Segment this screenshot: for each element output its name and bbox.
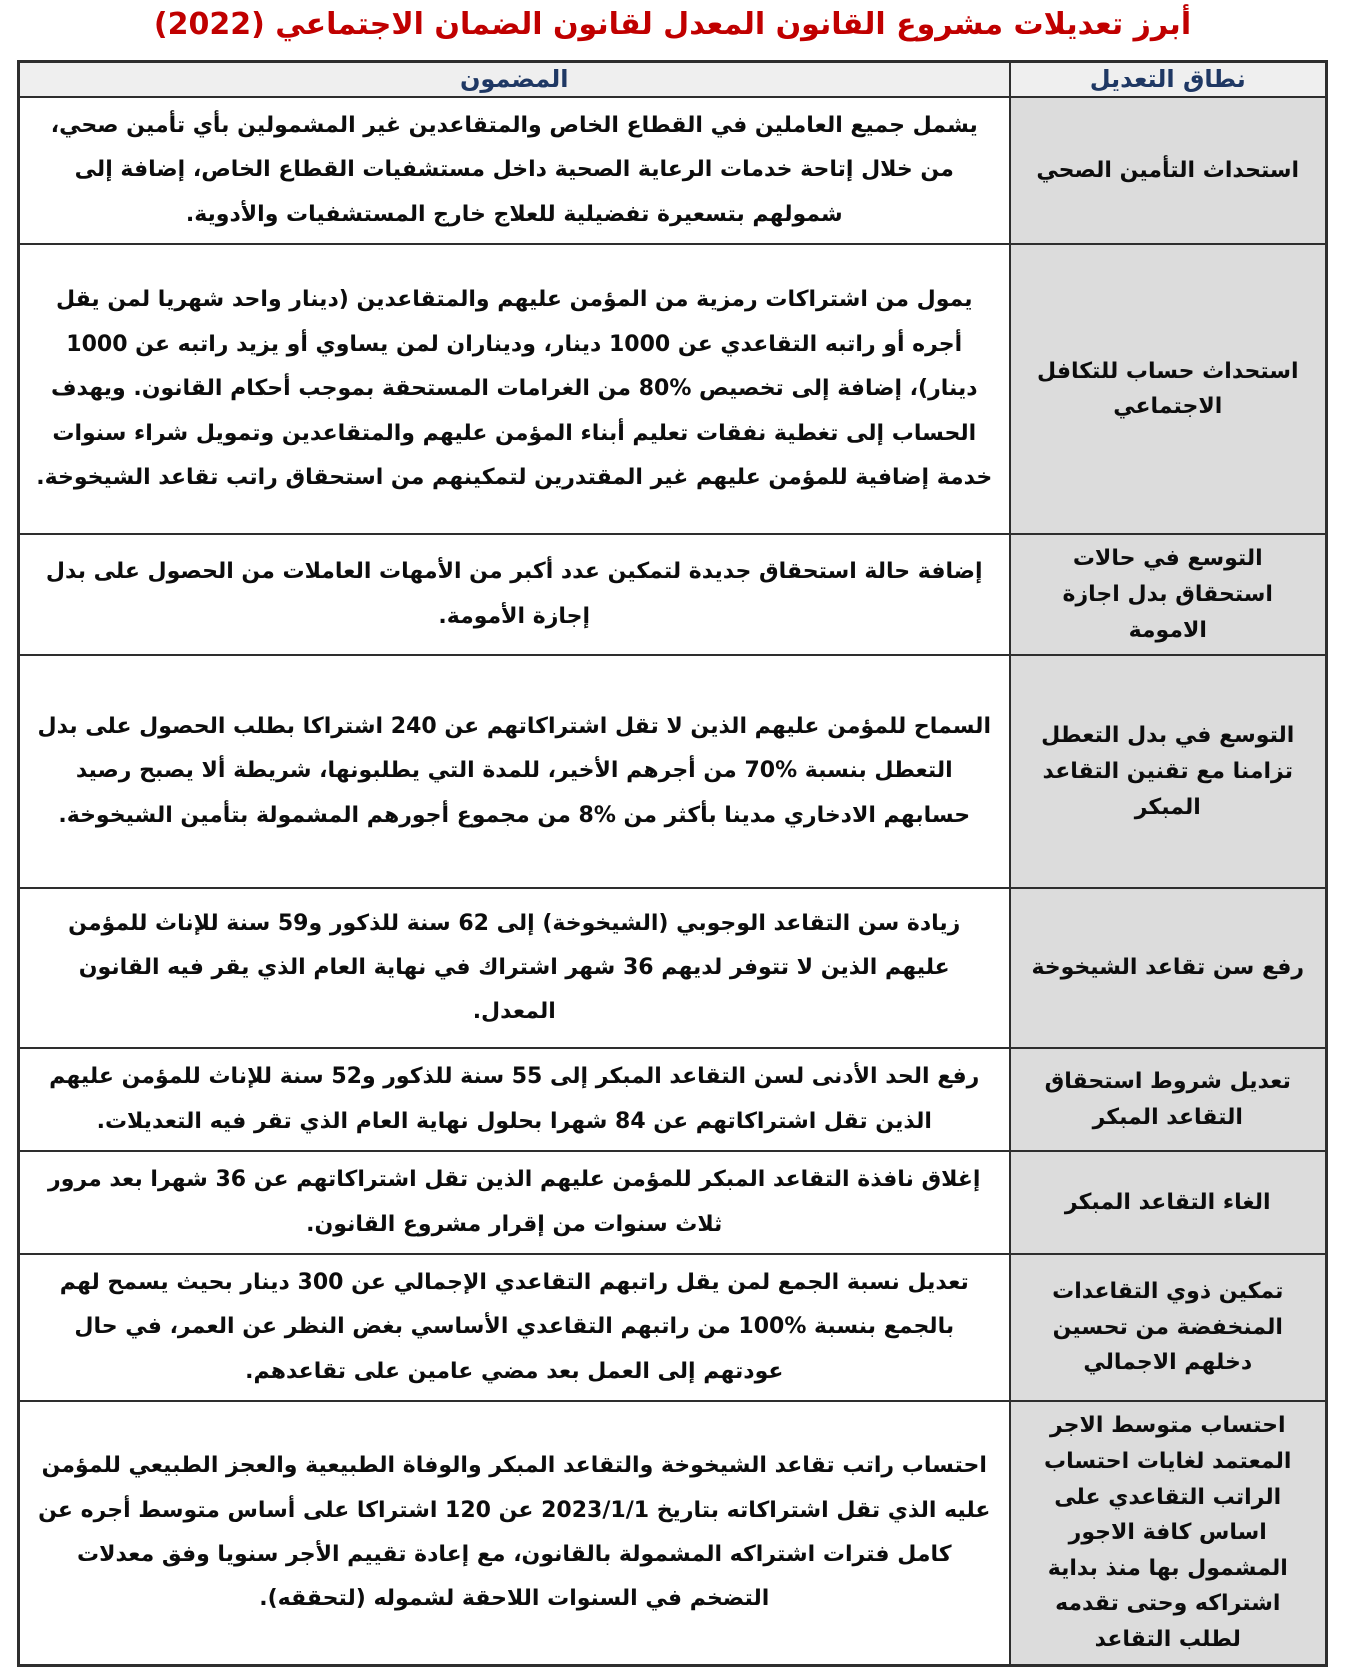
content-cell: تعديل نسبة الجمع لمن يقل راتبهم التقاعدي الإجمالي عن 300 دينار بحيث يسمح لهم بالجمع بنسبة %100 من راتبهم التقاعدي الأساسي بغض النظر عن العمر، في حال عودتهم إلى العمل بعد مضي عامين على تقاعدهم. bbox=[19, 1254, 1010, 1401]
content-cell: يشمل جميع العاملين في القطاع الخاص والمتقاعدين غير المشمولين بأي تأمين صحي، من خلال إتاحة خدمات الرعاية الصحية داخل مستشفيات القطاع الخاص، إضافة إلى شمولهم بتسعيرة تفضيلية للعلاج خارج المستشفيات والأدوية. bbox=[19, 97, 1010, 244]
content-cell: يمول من اشتراكات رمزية من المؤمن عليهم والمتقاعدين (دينار واحد شهريا لمن يقل أجره أو راتبه التقاعدي عن 1000 دينار، وديناران لمن يساوي أو يزيد راتبه عن 1000 دينار)، إضافة إلى تخصيص %80 من الغرامات المستحقة بموجب أحكام القانون. ويهدف الحساب إلى تغطية نفقات تعليم أبناء المؤمن عليهم والمتقاعدين وتمويل شراء سنوات خدمة إضافية للمؤمن عليهم غير المقتدرين لتمكينهم من استحقاق راتب تقاعد الشيخوخة. bbox=[19, 244, 1010, 534]
content-cell: إضافة حالة استحقاق جديدة لتمكين عدد أكبر من الأمهات العاملات من الحصول على بدل إجازة الأمومة. bbox=[19, 534, 1010, 655]
content-cell: زيادة سن التقاعد الوجوبي (الشيخوخة) إلى 62 سنة للذكور و59 سنة للإناث للمؤمن عليهم الذين لا تتوفر لديهم 36 شهر اشتراك في نهاية العام الذي يقر فيه القانون المعدل. bbox=[19, 888, 1010, 1048]
table-row bbox=[19, 888, 1327, 1048]
content-cell: السماح للمؤمن عليهم الذين لا تقل اشتراكاتهم عن 240 اشتراكا بطلب الحصول على بدل التعطل بنسبة %70 من أجرهم الأخير، للمدة التي يطلبونها، شريطة ألا يصبح رصيد حسابهم الادخاري مدينا بأكثر من %8 من مجموع أجورهم المشمولة بتأمين الشيخوخة. bbox=[19, 655, 1010, 888]
amendments-table bbox=[17, 60, 1328, 1667]
table-row bbox=[19, 534, 1327, 655]
table-row bbox=[19, 97, 1327, 244]
column-header-scope: نطاق التعديل bbox=[1010, 61, 1327, 97]
table-row bbox=[19, 1401, 1327, 1665]
header-row bbox=[19, 61, 1327, 97]
scope-cell: التوسع في بدل التعطل تزامنا مع تقنين التقاعد المبكر bbox=[1010, 655, 1327, 888]
table-row bbox=[19, 1048, 1327, 1151]
scope-cell: الغاء التقاعد المبكر bbox=[1010, 1151, 1327, 1254]
scope-cell: احتساب متوسط الاجر المعتمد لغايات احتساب الراتب التقاعدي على اساس كافة الاجور المشمول بها منذ بداية اشتراكه وحتى تقدمه لطلب التقاعد bbox=[1010, 1401, 1327, 1665]
scope-cell: استحداث حساب للتكافل الاجتماعي bbox=[1010, 244, 1327, 534]
content-cell: رفع الحد الأدنى لسن التقاعد المبكر إلى 55 سنة للذكور و52 سنة للإناث للمؤمن عليهم الذين تقل اشتراكاتهم عن 84 شهرا بحلول نهاية العام الذي تقر فيه التعديلات. bbox=[19, 1048, 1010, 1151]
table-row bbox=[19, 1254, 1327, 1401]
content-cell: احتساب راتب تقاعد الشيخوخة والتقاعد المبكر والوفاة الطبيعية والعجز الطبيعي للمؤمن عليه الذي تقل اشتراكاته بتاريخ 2023/1/1 عن 120 اشتراكا على أساس متوسط أجره عن كامل فترات اشتراكه المشمولة بالقانون، مع إعادة تقييم الأجر سنويا وفق معدلات التضخم في السنوات اللاحقة لشموله (لتحققه). bbox=[19, 1401, 1010, 1665]
table-row bbox=[19, 655, 1327, 888]
table-row bbox=[19, 244, 1327, 534]
scope-cell: تمكين ذوي التقاعدات المنخفضة من تحسين دخلهم الاجمالي bbox=[1010, 1254, 1327, 1401]
column-header-content: المضمون bbox=[19, 61, 1010, 97]
page-title: أبرز تعديلات مشروع القانون المعدل لقانون الضمان الاجتماعي (2022) bbox=[153, 7, 1192, 42]
scope-cell: التوسع في حالات استحقاق بدل اجازة الامومة bbox=[1010, 534, 1327, 655]
scope-cell: رفع سن تقاعد الشيخوخة bbox=[1010, 888, 1327, 1048]
content-cell: إغلاق نافذة التقاعد المبكر للمؤمن عليهم الذين تقل اشتراكاتهم عن 36 شهرا بعد مرور ثلاث سنوات من إقرار مشروع القانون. bbox=[19, 1151, 1010, 1254]
scope-cell: استحداث التأمين الصحي bbox=[1010, 97, 1327, 244]
table-row bbox=[19, 1151, 1327, 1254]
scope-cell: تعديل شروط استحقاق التقاعد المبكر bbox=[1010, 1048, 1327, 1151]
